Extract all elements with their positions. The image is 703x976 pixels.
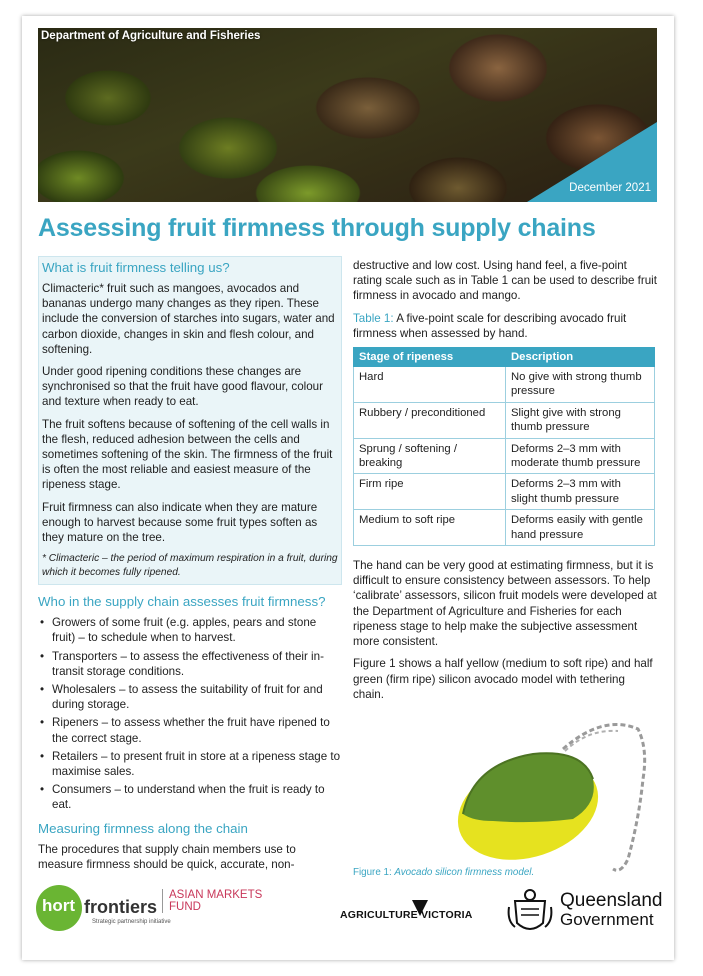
table-cell: Firm ripe	[354, 474, 506, 510]
table-row	[354, 438, 655, 474]
section-heading-what: What is fruit firmness telling us?	[42, 260, 230, 275]
info-box	[38, 256, 342, 585]
paragraph: The fruit softens because of softening of the cell walls in the flesh, reduced adhesion between the cells and sometimes softening of the skin. The firmness of the fruit is often the most reliable and easiest measure of the ripeness stage.	[42, 417, 333, 492]
queensland-crest-icon	[507, 887, 553, 939]
paragraph: The hand can be very good at estimating firmness, but it is difficult to ensure consistency between assessors. To help ‘calibrate’ assessors, silicon fruit models were developed at the Department of Agriculture and Fisheries for each ripeness stage to help make the subjective assessment more consistent.	[353, 559, 657, 649]
table-cell: Medium to soft ripe	[354, 510, 506, 546]
paragraph: Figure 1 shows a half yellow (medium to soft ripe) and half green (firm ripe) silicon avocado model with tethering chain.	[353, 657, 653, 701]
section-heading-who: Who in the supply chain assesses fruit firmness?	[38, 594, 326, 610]
figure-caption-text: Avocado silicon firmness model.	[394, 866, 535, 878]
asian-markets-fund-logo	[162, 889, 262, 913]
left-column	[38, 256, 342, 879]
qld-line-1: Queensland	[560, 890, 663, 911]
figure-1	[353, 709, 659, 879]
table-cell: Sprung / softening / breaking	[354, 438, 506, 474]
bullet-list	[38, 615, 342, 812]
ripeness-scale-table	[353, 347, 655, 546]
document-page	[22, 16, 674, 960]
paragraph: destructive and low cost. Using hand feel, a five-point rating scale such as in Table 1 can be used to describe fruit firmness in avocado and mango.	[353, 259, 657, 303]
paragraph: Climacteric* fruit such as mangoes, avocados and bananas undergo many changes as they ripen. These include the conversion of starches into sugars, water and carbon dioxide, changes in skin and flesh colour, and softening.	[42, 282, 335, 356]
victoria-triangle-icon	[412, 900, 428, 916]
paragraph: Under good ripening conditions these changes are synchronised so that the fruit have good flavour, colour and texture when ready to eat.	[42, 365, 323, 409]
table-header-row	[354, 348, 655, 367]
table-row	[354, 402, 655, 438]
right-column	[353, 258, 659, 879]
list-item: • Consumers – to understand when the fruit is ready to eat.	[38, 782, 342, 812]
page-title: Assessing fruit firmness through supply chains	[38, 214, 596, 242]
qld-line-2: Government	[560, 910, 654, 929]
table-cell: Hard	[354, 367, 506, 403]
column-header: Stage of ripeness	[354, 348, 506, 367]
agriculture-victoria-logo: AGRICULTURE VICTORIA	[340, 909, 473, 921]
list-item: • Transporters – to assess the effectiveness of their in-transit storage conditions.	[38, 649, 342, 679]
table-cell: No give with strong thumb pressure	[506, 367, 655, 403]
list-item: • Ripeners – to assess whether the fruit have ripened to the correct stage.	[38, 715, 342, 745]
frontiers-text: frontiers	[84, 897, 158, 917]
figure-caption-label: Figure 1:	[353, 866, 392, 878]
list-item: • Retailers – to present fruit in store at a ripeness stage to maximise sales.	[38, 749, 342, 779]
footnote: * Climacteric – the period of maximum respiration in a fruit, during which it becomes fully ripened.	[42, 553, 338, 579]
table-cell: Deforms 2–3 mm with moderate thumb pressure	[506, 438, 655, 474]
queensland-government-logo	[560, 891, 662, 929]
publication-date: December 2021	[569, 182, 651, 194]
table-cell: Deforms 2–3 mm with slight thumb pressure	[506, 474, 655, 510]
table-cell: Slight give with strong thumb pressure	[506, 402, 655, 438]
amf-line-2: FUND	[169, 901, 201, 913]
avocado-model-image	[453, 709, 653, 879]
hort-subtitle: Strategic partnership initiative	[92, 919, 171, 925]
table-caption	[353, 311, 659, 341]
hort-text: hort	[42, 896, 76, 915]
paragraph: The procedures that supply chain members use to measure firmness should be quick, accurate, non-	[38, 842, 296, 871]
hero-avocado-photo	[38, 28, 657, 202]
table-caption-text: A five-point scale for describing avocado fruit firmness when assessed by hand.	[353, 311, 627, 340]
table-row	[354, 510, 655, 546]
paragraph: Fruit firmness can also indicate when they are mature enough to harvest because some fruit types soften as they mature on the tree.	[42, 500, 318, 545]
footer-logos	[22, 871, 674, 941]
list-item: • Growers of some fruit (e.g. apples, pears and stone fruit) – to schedule when to harvest.	[38, 615, 342, 645]
amf-line-1: ASIAN MARKETS	[169, 889, 263, 901]
table-cell: Rubbery / preconditioned	[354, 402, 506, 438]
list-item: • Wholesalers – to assess the suitability of fruit for and during storage.	[38, 682, 342, 712]
section-heading-measuring: Measuring firmness along the chain	[38, 820, 248, 836]
table-row	[354, 367, 655, 403]
column-header: Description	[506, 348, 655, 367]
department-name: Department of Agriculture and Fisheries	[41, 30, 261, 42]
table-caption-label: Table 1:	[353, 311, 394, 325]
table-cell: Deforms easily with gentle hand pressure	[506, 510, 655, 546]
table-row	[354, 474, 655, 510]
